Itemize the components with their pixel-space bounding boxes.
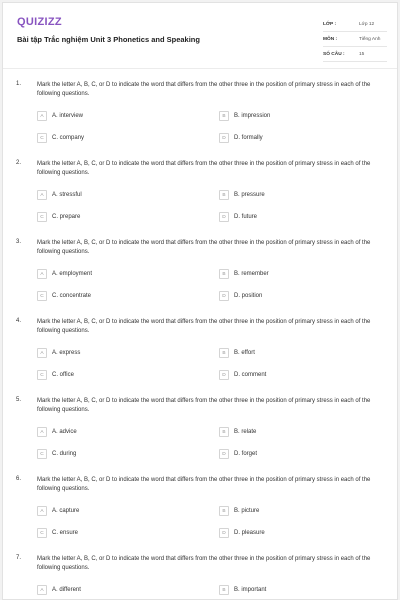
question-number: 2. — [16, 160, 22, 166]
option-text: A. different — [52, 587, 81, 593]
option-text: A. employment — [52, 271, 93, 277]
option-letter-box: B — [219, 348, 229, 358]
option-letter-box: C — [37, 133, 47, 143]
option-b[interactable] — [219, 427, 256, 437]
option-letter-box: C — [37, 291, 47, 301]
option-letter-box: C — [37, 212, 47, 222]
option-letter-box: A — [37, 190, 47, 200]
question-item — [3, 239, 397, 318]
option-d[interactable] — [219, 528, 265, 538]
question-text: Mark the letter A, B, C, or D to indicate the word that differs from the other three in the position of primary stress in each of the following questions. — [37, 398, 371, 413]
option-letter-box: A — [37, 348, 47, 358]
meta-label: MÔN : — [323, 36, 338, 42]
option-text: C. prepare — [52, 214, 81, 220]
option-text: A. capture — [52, 508, 80, 514]
option-a[interactable] — [37, 348, 80, 358]
option-letter-box: B — [219, 427, 229, 437]
option-letter-box: B — [219, 269, 229, 279]
question-text: Mark the letter A, B, C, or D to indicate the word that differs from the other three in the position of primary stress in each of the following questions. — [37, 556, 371, 571]
option-letter-box: A — [37, 427, 47, 437]
meta-row-class — [323, 17, 387, 32]
question-item — [3, 81, 397, 160]
option-text: D. forget — [234, 451, 258, 457]
meta-row-question-count — [323, 47, 387, 62]
question-item — [3, 160, 397, 239]
question-text: Mark the letter A, B, C, or D to indicate the word that differs from the other three in the position of primary stress in each of the following questions. — [37, 477, 371, 492]
question-number: 1. — [16, 81, 22, 87]
option-letter-box: D — [219, 133, 229, 143]
option-d[interactable] — [219, 212, 257, 222]
question-text: Mark the letter A, B, C, or D to indicate the word that differs from the other three in the position of primary stress in each of the following questions. — [37, 319, 371, 334]
question-item — [3, 318, 397, 397]
question-number: 4. — [16, 318, 22, 324]
option-text: A. stressful — [52, 192, 82, 198]
question-text: Mark the letter A, B, C, or D to indicate the word that differs from the other three in the position of primary stress in each of the following questions. — [37, 161, 371, 176]
option-letter-box: A — [37, 269, 47, 279]
option-letter-box: B — [219, 506, 229, 516]
option-letter-box: B — [219, 111, 229, 121]
option-letter-box: A — [37, 585, 47, 595]
option-text: B. impression — [234, 113, 271, 119]
page-title: Bài tập Trắc nghiệm Unit 3 Phonetics and Speaking — [17, 35, 200, 44]
meta-label: LỚP : — [323, 21, 337, 27]
option-text: B. effort — [234, 350, 255, 356]
option-d[interactable] — [219, 449, 257, 459]
option-text: D. position — [234, 293, 263, 299]
option-text: A. interview — [52, 113, 84, 119]
option-d[interactable] — [219, 370, 266, 380]
option-text: C. company — [52, 135, 85, 141]
option-letter-box: D — [219, 370, 229, 380]
meta-info — [323, 17, 387, 62]
option-text: B. relate — [234, 429, 257, 435]
option-c[interactable] — [37, 133, 84, 143]
option-text: A. advice — [52, 429, 77, 435]
question-number: 5. — [16, 397, 22, 403]
option-letter-box: C — [37, 449, 47, 459]
meta-row-subject — [323, 32, 387, 47]
option-letter-box: D — [219, 291, 229, 301]
meta-value: Lớp 12 — [359, 21, 375, 27]
option-text: D. comment — [234, 372, 267, 378]
worksheet-header — [3, 3, 397, 69]
option-text: B. picture — [234, 508, 260, 514]
option-letter-box: A — [37, 506, 47, 516]
option-a[interactable] — [37, 427, 77, 437]
option-letter-box: D — [219, 212, 229, 222]
option-a[interactable] — [37, 111, 83, 121]
option-text: C. concentrate — [52, 293, 92, 299]
option-b[interactable] — [219, 585, 266, 595]
option-letter-box: D — [219, 449, 229, 459]
question-item — [3, 476, 397, 555]
option-letter-box: B — [219, 190, 229, 200]
option-text: D. pleasure — [234, 530, 265, 536]
option-d[interactable] — [219, 133, 263, 143]
option-letter-box: C — [37, 370, 47, 380]
option-text: B. remember — [234, 271, 269, 277]
option-b[interactable] — [219, 111, 270, 121]
option-a[interactable] — [37, 190, 82, 200]
option-text: B. important — [234, 587, 267, 593]
option-letter-box: B — [219, 585, 229, 595]
question-text: Mark the letter A, B, C, or D to indicate the word that differs from the other three in the position of primary stress in each of the following questions. — [37, 82, 371, 97]
option-text: D. future — [234, 214, 258, 220]
meta-label: SỐ CÂU : — [323, 51, 345, 57]
worksheet-page — [2, 2, 398, 600]
option-text: D. formally — [234, 135, 263, 141]
option-letter-box: A — [37, 111, 47, 121]
option-c[interactable] — [37, 370, 74, 380]
option-letter-box: D — [219, 528, 229, 538]
option-text: C. ensure — [52, 530, 79, 536]
option-c[interactable] — [37, 291, 91, 301]
option-b[interactable] — [219, 348, 255, 358]
question-number: 6. — [16, 476, 22, 482]
option-a[interactable] — [37, 585, 81, 595]
question-item — [3, 555, 397, 600]
option-text: A. express — [52, 350, 81, 356]
option-c[interactable] — [37, 528, 78, 538]
option-b[interactable] — [219, 506, 259, 516]
option-text: C. office — [52, 372, 74, 378]
question-list — [3, 81, 397, 600]
meta-value: 15 — [359, 51, 365, 57]
option-b[interactable] — [219, 190, 265, 200]
question-text: Mark the letter A, B, C, or D to indicate the word that differs from the other three in the position of primary stress in each of the following questions. — [37, 240, 371, 255]
option-b[interactable] — [219, 269, 269, 279]
option-text: B. pressure — [234, 192, 265, 198]
option-c[interactable] — [37, 449, 76, 459]
quizizz-logo: QUIZIZZ — [17, 16, 62, 28]
option-d[interactable] — [219, 291, 262, 301]
option-c[interactable] — [37, 212, 80, 222]
option-a[interactable] — [37, 506, 79, 516]
question-item — [3, 397, 397, 476]
question-number: 7. — [16, 555, 22, 561]
question-number: 3. — [16, 239, 22, 245]
option-a[interactable] — [37, 269, 92, 279]
option-text: C. during — [52, 451, 77, 457]
option-letter-box: C — [37, 528, 47, 538]
meta-value: Tiếng Anh — [359, 36, 381, 42]
